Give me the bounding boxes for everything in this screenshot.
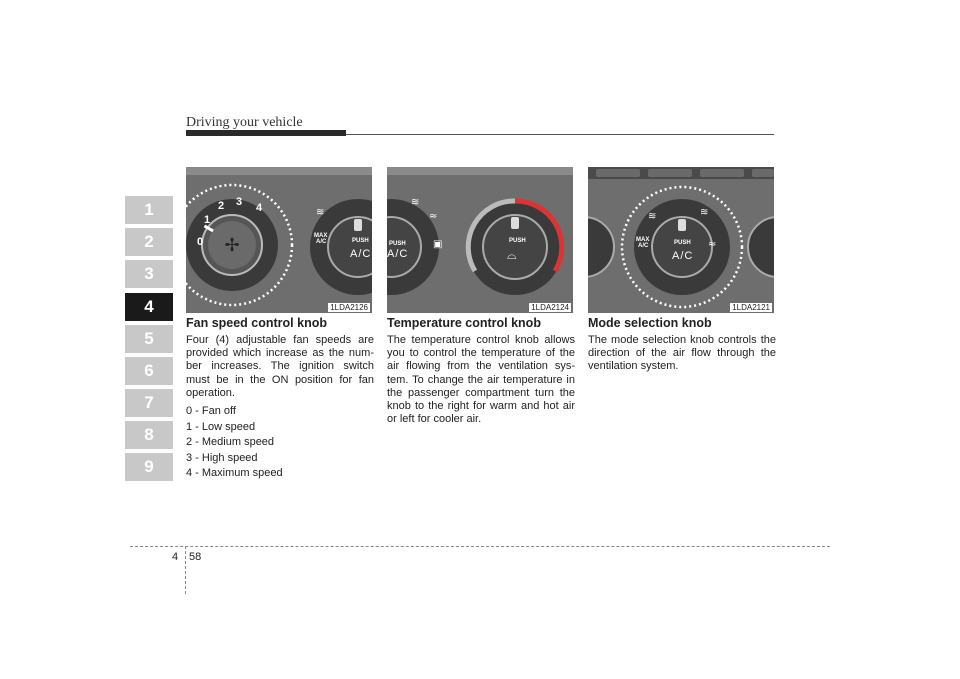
- chapter-tab-8[interactable]: 8: [125, 421, 173, 449]
- vent-mode-icon: ≋: [316, 207, 325, 218]
- fan-label-2: 2: [218, 200, 225, 212]
- footer-chapter-number: 4: [172, 551, 179, 563]
- recirculation-icon: ⌓: [507, 248, 517, 262]
- section-title: Temperature control knob: [387, 316, 541, 330]
- vent-mode-icon: ≋: [411, 197, 420, 208]
- fan-label-3: 3: [236, 196, 243, 208]
- page-number: 58: [189, 551, 202, 563]
- section-body: Four (4) adjustable fan speeds are provided which increase as the num-ber increases. The ignition switch must be in the ON position for fan operation.: [186, 334, 374, 399]
- ac-label: A/C: [387, 248, 409, 260]
- defrost-icon: ≈: [429, 211, 438, 222]
- fan-label-4: 4: [256, 202, 263, 214]
- max-label: MAX: [636, 237, 650, 243]
- chapter-tab-1[interactable]: 1: [125, 196, 173, 224]
- push-label: PUSH: [674, 240, 691, 246]
- vent-mode-icon: ≋: [648, 211, 657, 222]
- floor-mode-icon: ≋: [700, 207, 709, 218]
- footer-rule: [130, 546, 830, 547]
- rear-defrost-icon: ▣: [433, 239, 443, 250]
- list-item: 4 - Maximum speed: [186, 467, 283, 480]
- footer-divider: [185, 546, 186, 594]
- section-body: The mode selection knob controls the direction of the air flow through the ventilation system.: [588, 334, 776, 373]
- max-ac-label: A/C: [638, 243, 649, 249]
- list-item: 0 - Fan off: [186, 405, 236, 418]
- fan-label-1: 1: [204, 214, 211, 226]
- max-ac-label: A/C: [316, 239, 327, 245]
- chapter-tab-5[interactable]: 5: [125, 325, 173, 353]
- section-title: Mode selection knob: [588, 316, 712, 330]
- max-label: MAX: [314, 233, 328, 239]
- mode-knob-photo: [588, 167, 774, 313]
- defrost-icon: ≈: [708, 239, 717, 250]
- chapter-tab-3[interactable]: 3: [125, 260, 173, 288]
- section-body: The temperature control knob allows you to control the temperature of the air flowing from the ventilation sys-tem. To change the air temperature in the passenger compartment turn the knob to the right for warm and hot air or left for cooler air.: [387, 334, 575, 426]
- chapter-tab-7[interactable]: 7: [125, 389, 173, 417]
- chapter-tab-2[interactable]: 2: [125, 228, 173, 256]
- temperature-knob-photo: [387, 167, 573, 313]
- image-code: 1LDA2126: [330, 303, 368, 312]
- fan-icon: ✢: [224, 235, 240, 256]
- push-label: PUSH: [352, 238, 369, 244]
- list-item: 1 - Low speed: [186, 420, 256, 433]
- chapter-tab-9[interactable]: 9: [125, 453, 173, 481]
- mode-section: [588, 316, 776, 374]
- section-title: Fan speed control knob: [186, 316, 327, 330]
- fan-speed-section: [186, 316, 374, 482]
- header-rule: [346, 134, 774, 135]
- chapter-tab-4[interactable]: 4: [125, 293, 173, 321]
- header-title: Driving your vehicle: [186, 115, 303, 130]
- ac-label: A/C: [350, 248, 372, 260]
- fan-speed-list: [186, 404, 374, 482]
- image-code: 1LDA2124: [531, 303, 569, 312]
- fan-speed-knob-photo: [186, 167, 372, 313]
- list-item: 3 - High speed: [186, 451, 258, 464]
- push-label: PUSH: [509, 238, 526, 244]
- chapter-tab-6[interactable]: 6: [125, 357, 173, 385]
- list-item: 2 - Medium speed: [186, 436, 275, 449]
- temperature-section: [387, 316, 575, 426]
- push-label-left: PUSH: [389, 241, 406, 247]
- image-code: 1LDA2121: [732, 303, 770, 312]
- ac-label: A/C: [672, 250, 694, 262]
- header-bar: [186, 130, 346, 136]
- fan-label-0: 0: [197, 236, 204, 248]
